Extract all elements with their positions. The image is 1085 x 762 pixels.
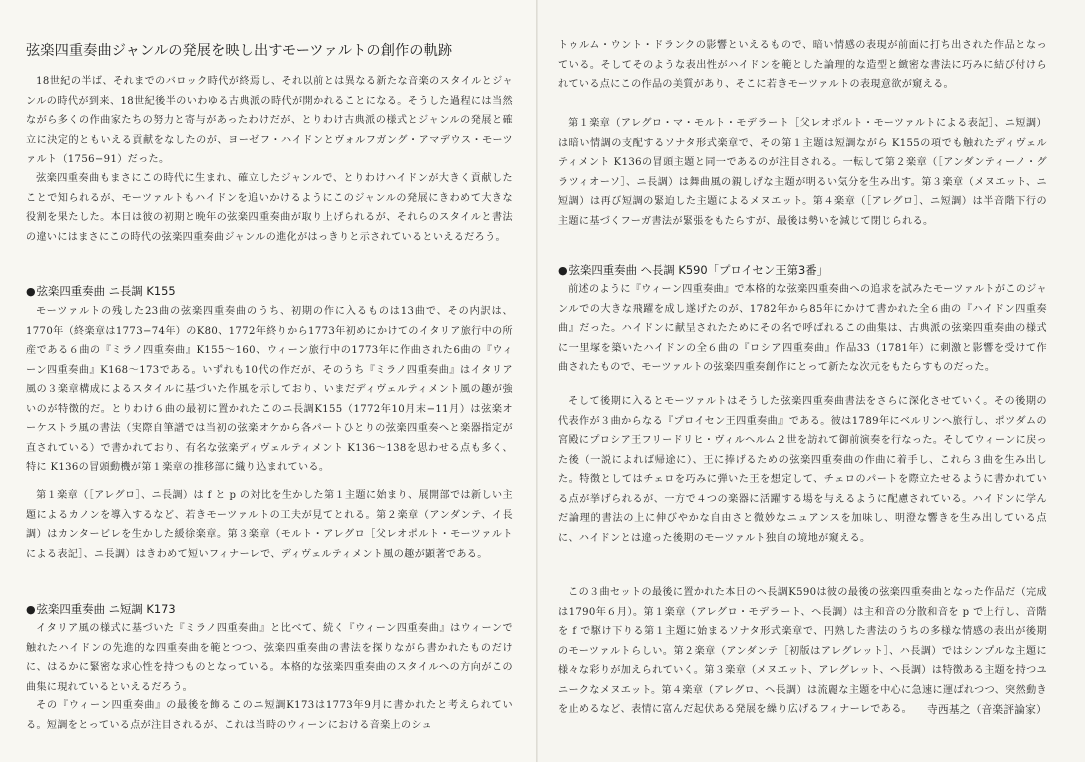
bullet-icon: ● — [558, 264, 568, 277]
right-page — [538, 0, 1085, 762]
left-page — [0, 0, 536, 762]
k590-paragraph-3: この３曲セットの最後に置かれた本日のヘ長調K590は彼の最後の弦楽四重奏曲となった作品だ（完成は1790年６月）。第１楽章（アレグロ・モデラート、ヘ長調）は主和音の分散和音を p で上行し、音階を f で駆け下りる第１主題に始まるソナタ形式楽章で、円熟した書法のうちの多様な情感の表出が後期のモーツァルトらしい。第２楽章（アンダンテ［初版はアレグレット］、ハ長調）ではシンプルな主題に様々な彩りが加えられていく。第３楽章（メヌエット、アレグレット、ヘ長調）は特徴ある主題を持つユニークなメヌエット。第４楽章（アレグロ、ヘ長調）は流麗な主題を中心に急速に運ばれつつ、突然動きを止めるなど、表情に富んだ起伏ある発展を繰り広げるフィナーレである。 — [558, 587, 1047, 715]
intro-paragraph-2: 弦楽四重奏曲もまさにこの時代に生まれ、確立したジャンルで、とりわけハイドンが大きく貢献したことで知られるが、モーツァルトもハイドンを追いかけるようにこのジャンルの発展にきわめて大きな役割を果たした。本日は彼の初期と晩年の弦楽四重奏曲が取り上げられるが、それらのスタイルと書法の違いにはまさにこの時代の弦楽四重奏曲ジャンルの進化がはっきりと示されているといえるだろう。 — [26, 173, 513, 243]
section-heading-k173-text: 弦楽四重奏曲 ニ短調 K173 — [36, 602, 176, 616]
intro-paragraph-1: 18世紀の半ば、それまでのバロック時代が終焉し、それ以前とは異なる新たな音楽のスタイルとジャンルの時代が到来、18世紀後半のいわゆる古典派の時代が開かれることになる。そうした過程には当然ながら多くの作曲家たちの努力と寄与があったわけだが、とりわけ古典派の様式とジャンルの発展と確立に決定的ともいえる貢献をなしたのが、ヨーゼフ・ハイドンとヴォルフガング・アマデウス・モーツァルト（1756−91）だった。 — [26, 76, 513, 165]
section-heading-k590-text: 弦楽四重奏曲 ヘ長調 K590「プロイセン王第3番」 — [568, 263, 829, 277]
section-heading-k173 — [26, 601, 176, 617]
k155-paragraph-1: モーツァルトの残した23曲の弦楽四重奏曲のうち、初期の作に入るものは13曲で、その内訳は、1770年（終楽章は1773−74年）のK80、1772年終りから1773年初めにかけてのイタリア旅行中の所産である６曲の『ミラノ四重奏曲』K155〜160、ウィーン旅行中の1773年に作曲された6曲の『ウィーン四重奏曲』K168〜173である。いずれも10代の作だが、そのうち『ミラノ四重奏曲』はイタリア風の３楽章構成によるスタイルに基づいた作風を示しており、いまだディヴェルティメント風の趣が強いのが特徴的だ。とりわけ６曲の最初に置かれたこのニ長調K155（1772年10月末−11月）は弦楽オーケストラ風の書法（実際自筆譜では当初の弦楽オケから各パートひとりの弦楽四重奏へと楽器指定が直されている）で書かれており、有名な弦楽ディヴェルティメント K136〜138を思わせる点も多く、特に K136の冒頭動機が第１楽章の推移部に織り込まれている。 — [26, 306, 513, 473]
k590-paragraph-2: そして後期に入るとモーツァルトはそうした弦楽四重奏曲書法をさらに深化させていく。その後期の代表作が３曲からなる『プロイセン王四重奏曲』である。彼は1789年にベルリンへ旅行し、ポツダムの宮殿にプロシア王フリードリヒ・ヴィルヘルム２世を訪れて御前演奏を行なった。そしてウィーンに戻った後（一説によれば帰途に）、王に捧げるための弦楽四重奏曲の作曲に着手し、これら３曲を生み出した。特徴としてはチェロを巧みに弾いた王を想定して、チェロのパートを際立たせるように書かれている点が挙げられるが、一方で４つの楽器に活躍する場を与えるように配慮されている。ハイドンに学んだ論理的書法の上に伸びやかな自由さと微妙なニュアンスを加味し、明澄な響きを生み出している点に、ハイドンとは違った後期のモーツァルト独自の境地が窺える。 — [558, 396, 1047, 544]
k155-paragraph-2: 第１楽章（［アレグロ］、ニ長調）は f と p の対比を生かした第１主題に始まり、展開部では新しい主題によるカノンを導入するなど、若きモーツァルトの工夫が見てとれる。第２楽章（アンダンテ、イ長調）はカンタービレを生かした緩徐楽章。第３楽章（モルト・アレグロ［父レオポルト・モーツァルトによる表記］、ニ長調）はきわめて短いフィナーレで、ディヴェルティメント風の趣が顕著である。 — [26, 490, 513, 560]
section-heading-k155 — [26, 283, 176, 299]
k173-movements-paragraph: 第１楽章（アレグロ・マ・モルト・モデラート［父レオポルト・モーツァルトによる表記］、ニ短調）は暗い情調の支配するソナタ形式楽章で、その第１主題は短調ながら K155の項でも触れたディヴェルティメント K136の冒頭主題と同一であるのが注目される。一転して第２楽章（［アンダンティーノ・グラツィオーソ］、ニ長調）は舞曲風の親しげな主題が明るい気分を生み出す。第３楽章（メヌエット、ニ短調）は再び短調の緊迫した主題によるメヌエット。第４楽章（［アレグロ］、ニ短調）は半音階下行の主題に基づくフーガ書法が緊張をもたらすが、最後は勢いを減じて閉じられる。 — [558, 118, 1047, 227]
section-heading-k155-text: 弦楽四重奏曲 ニ長調 K155 — [36, 284, 176, 298]
bullet-icon: ● — [26, 285, 36, 298]
bullet-icon: ● — [26, 603, 36, 616]
k590-paragraph-1: 前述のように『ウィーン四重奏曲』で本格的な弦楽四重奏曲への追求を試みたモーツァルトがこのジャンルでの大きな飛躍を成し遂げたのが、1782年から85年にかけて書かれた全６曲の『ハイドン四重奏曲』だった。ハイドンに献呈されたためにその名で呼ばれるこの曲集は、古典派の弦楽四重奏曲の様式に一里塚を築いたハイドンの全６曲の『ロシア四重奏曲』作品33（1781年）に刺激と影響を受けて作曲されたもので、モーツァルトの弦楽四重奏創作にとって新たな次元をもたらすものだった。 — [558, 284, 1047, 373]
author-credit: 寺西基之（音楽評論家） — [927, 704, 1047, 716]
k173-paragraph-2: その『ウィーン四重奏曲』の最後を飾るこのニ短調K173は1773年9月に書かれたと考えられている。短調をとっている点が注目されるが、これは当時のウィーンにおける音楽上のシュ — [26, 700, 513, 731]
k173-continued-paragraph: トゥルム・ウント・ドランクの影響といえるもので、暗い情感の表現が前面に打ち出された作品となっている。そしてそのような表出性がハイドンを範とした論理的な造型と緻密な書法に巧みに結び付けられている点にこの作品の美質があり、そこに若きモーツァルトの表現意欲が窺える。 — [558, 40, 1047, 90]
page-title: 弦楽四重奏曲ジャンルの発展を映し出すモーツァルトの創作の軌跡 — [26, 43, 453, 59]
section-heading-k590 — [558, 262, 828, 278]
k173-paragraph-1: イタリア風の様式に基づいた『ミラノ四重奏曲』と比べて、続く『ウィーン四重奏曲』はウィーンで触れたハイドンの先進的な四重奏曲を範とつつ、弦楽四重奏曲の書法を探りながら書かれたものだけに、はるかに緊密な求心性を持つものとなっている。本格的な弦楽四重奏曲のスタイルへの方向がこの曲集に現れているといえるだろう。 — [26, 623, 513, 693]
